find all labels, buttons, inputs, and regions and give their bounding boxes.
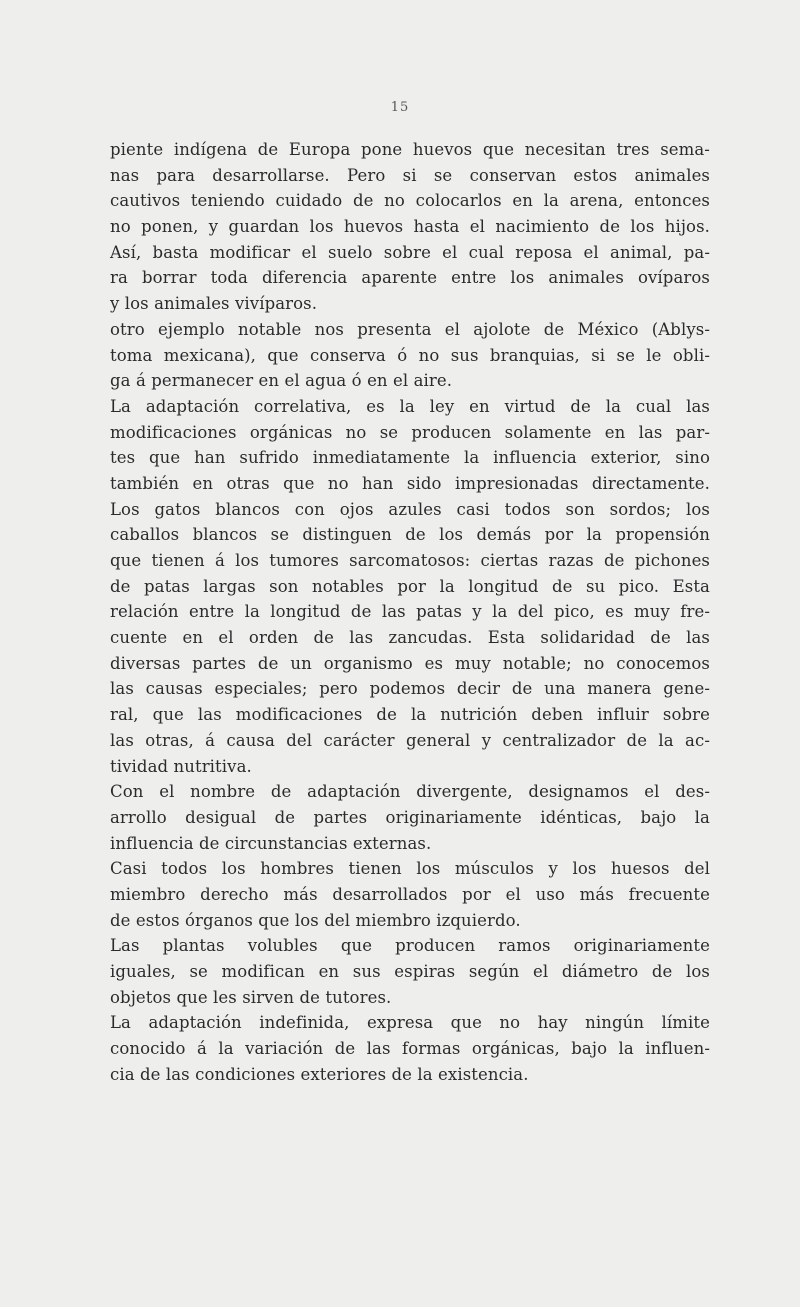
body-text <box>110 137 710 1087</box>
text-line: Así, basta modificar el suelo sobre el cual reposa el animal, pa- <box>110 242 710 262</box>
text-line: las causas especiales; pero podemos decir de una manera gene- <box>110 679 710 699</box>
text-line: ra borrar toda diferencia aparente entre los animales ovíparos <box>110 268 710 288</box>
text-line: iguales, se modifican en sus espiras según el diámetro de los <box>110 962 710 981</box>
text-line: otro ejemplo notable nos presenta el ajolote de México (Ablys- <box>110 319 710 339</box>
text-line: cautivos teniendo cuidado de no colocarlos en la arena, entonces <box>110 191 710 211</box>
text-line: piente indígena de Europa pone huevos que necesitan tres sema- <box>110 140 710 159</box>
text-line: tes que han sufrido inmediatamente la influencia exterior, sino <box>110 448 710 468</box>
text-line: cuente en el orden de las zancudas. Esta solidaridad de las <box>110 628 710 648</box>
text-line: y los animales vivíparos. <box>110 294 318 314</box>
text-line: tividad nutritiva. <box>110 756 252 776</box>
text-line: arrollo desigual de partes originariamente idénticas, bajo la <box>110 807 710 827</box>
text-line: Con el nombre de adaptación divergente, designamos el des- <box>110 782 710 802</box>
text-line: La adaptación correlativa, es la ley en virtud de la cual las <box>110 396 710 416</box>
page-number: 15 <box>390 100 410 115</box>
text-line: diversas partes de un organismo es muy notable; no conocemos <box>110 653 710 673</box>
text-line: toma mexicana), que conserva ó no sus branquias, si se le obli- <box>110 345 710 365</box>
text-line: de estos órganos que los del miembro izquierdo. <box>110 910 521 930</box>
text-line: de patas largas son notables por la longitud de su pico. Esta <box>110 576 710 596</box>
text-line: objetos que les sirven de tutores. <box>110 987 392 1007</box>
text-line: miembro derecho más desarrollados por el uso más frecuente <box>110 884 710 904</box>
text-line: ga á permanecer en el agua ó en el aire. <box>110 371 453 391</box>
text-line: Casi todos los hombres tienen los músculos y los huesos del <box>110 859 710 879</box>
text-line: La adaptación indefinida, expresa que no hay ningún límite <box>110 1013 710 1033</box>
text-line: no ponen, y guardan los huevos hasta el nacimiento de los hijos. <box>110 217 710 237</box>
text-line: influencia de circunstancias externas. <box>110 833 432 853</box>
text-line: cia de las condiciones exteriores de la existencia. <box>110 1064 529 1084</box>
text-line: conocido á la variación de las formas orgánicas, bajo la influen- <box>110 1039 710 1059</box>
text-line: también en otras que no han sido impresionadas directamente. <box>110 473 710 493</box>
text-line: modificaciones orgánicas no se producen solamente en las par- <box>110 422 710 442</box>
text-line: que tienen á los tumores sarcomatosos: ciertas razas de pichones <box>110 551 710 570</box>
text-line: Las plantas volubles que producen ramos originariamente <box>110 936 710 956</box>
text-line: caballos blancos se distinguen de los demás por la propensión <box>110 525 710 545</box>
text-line: relación entre la longitud de las patas y la del pico, es muy fre- <box>110 602 710 622</box>
text-line: Los gatos blancos con ojos azules casi todos son sordos; los <box>110 499 710 519</box>
text-line: nas para desarrollarse. Pero si se conservan estos animales <box>110 165 710 185</box>
text-line: ral, que las modificaciones de la nutrición deben influir sobre <box>110 705 710 725</box>
text-line: las otras, á causa del carácter general y centralizador de la ac- <box>110 730 710 750</box>
